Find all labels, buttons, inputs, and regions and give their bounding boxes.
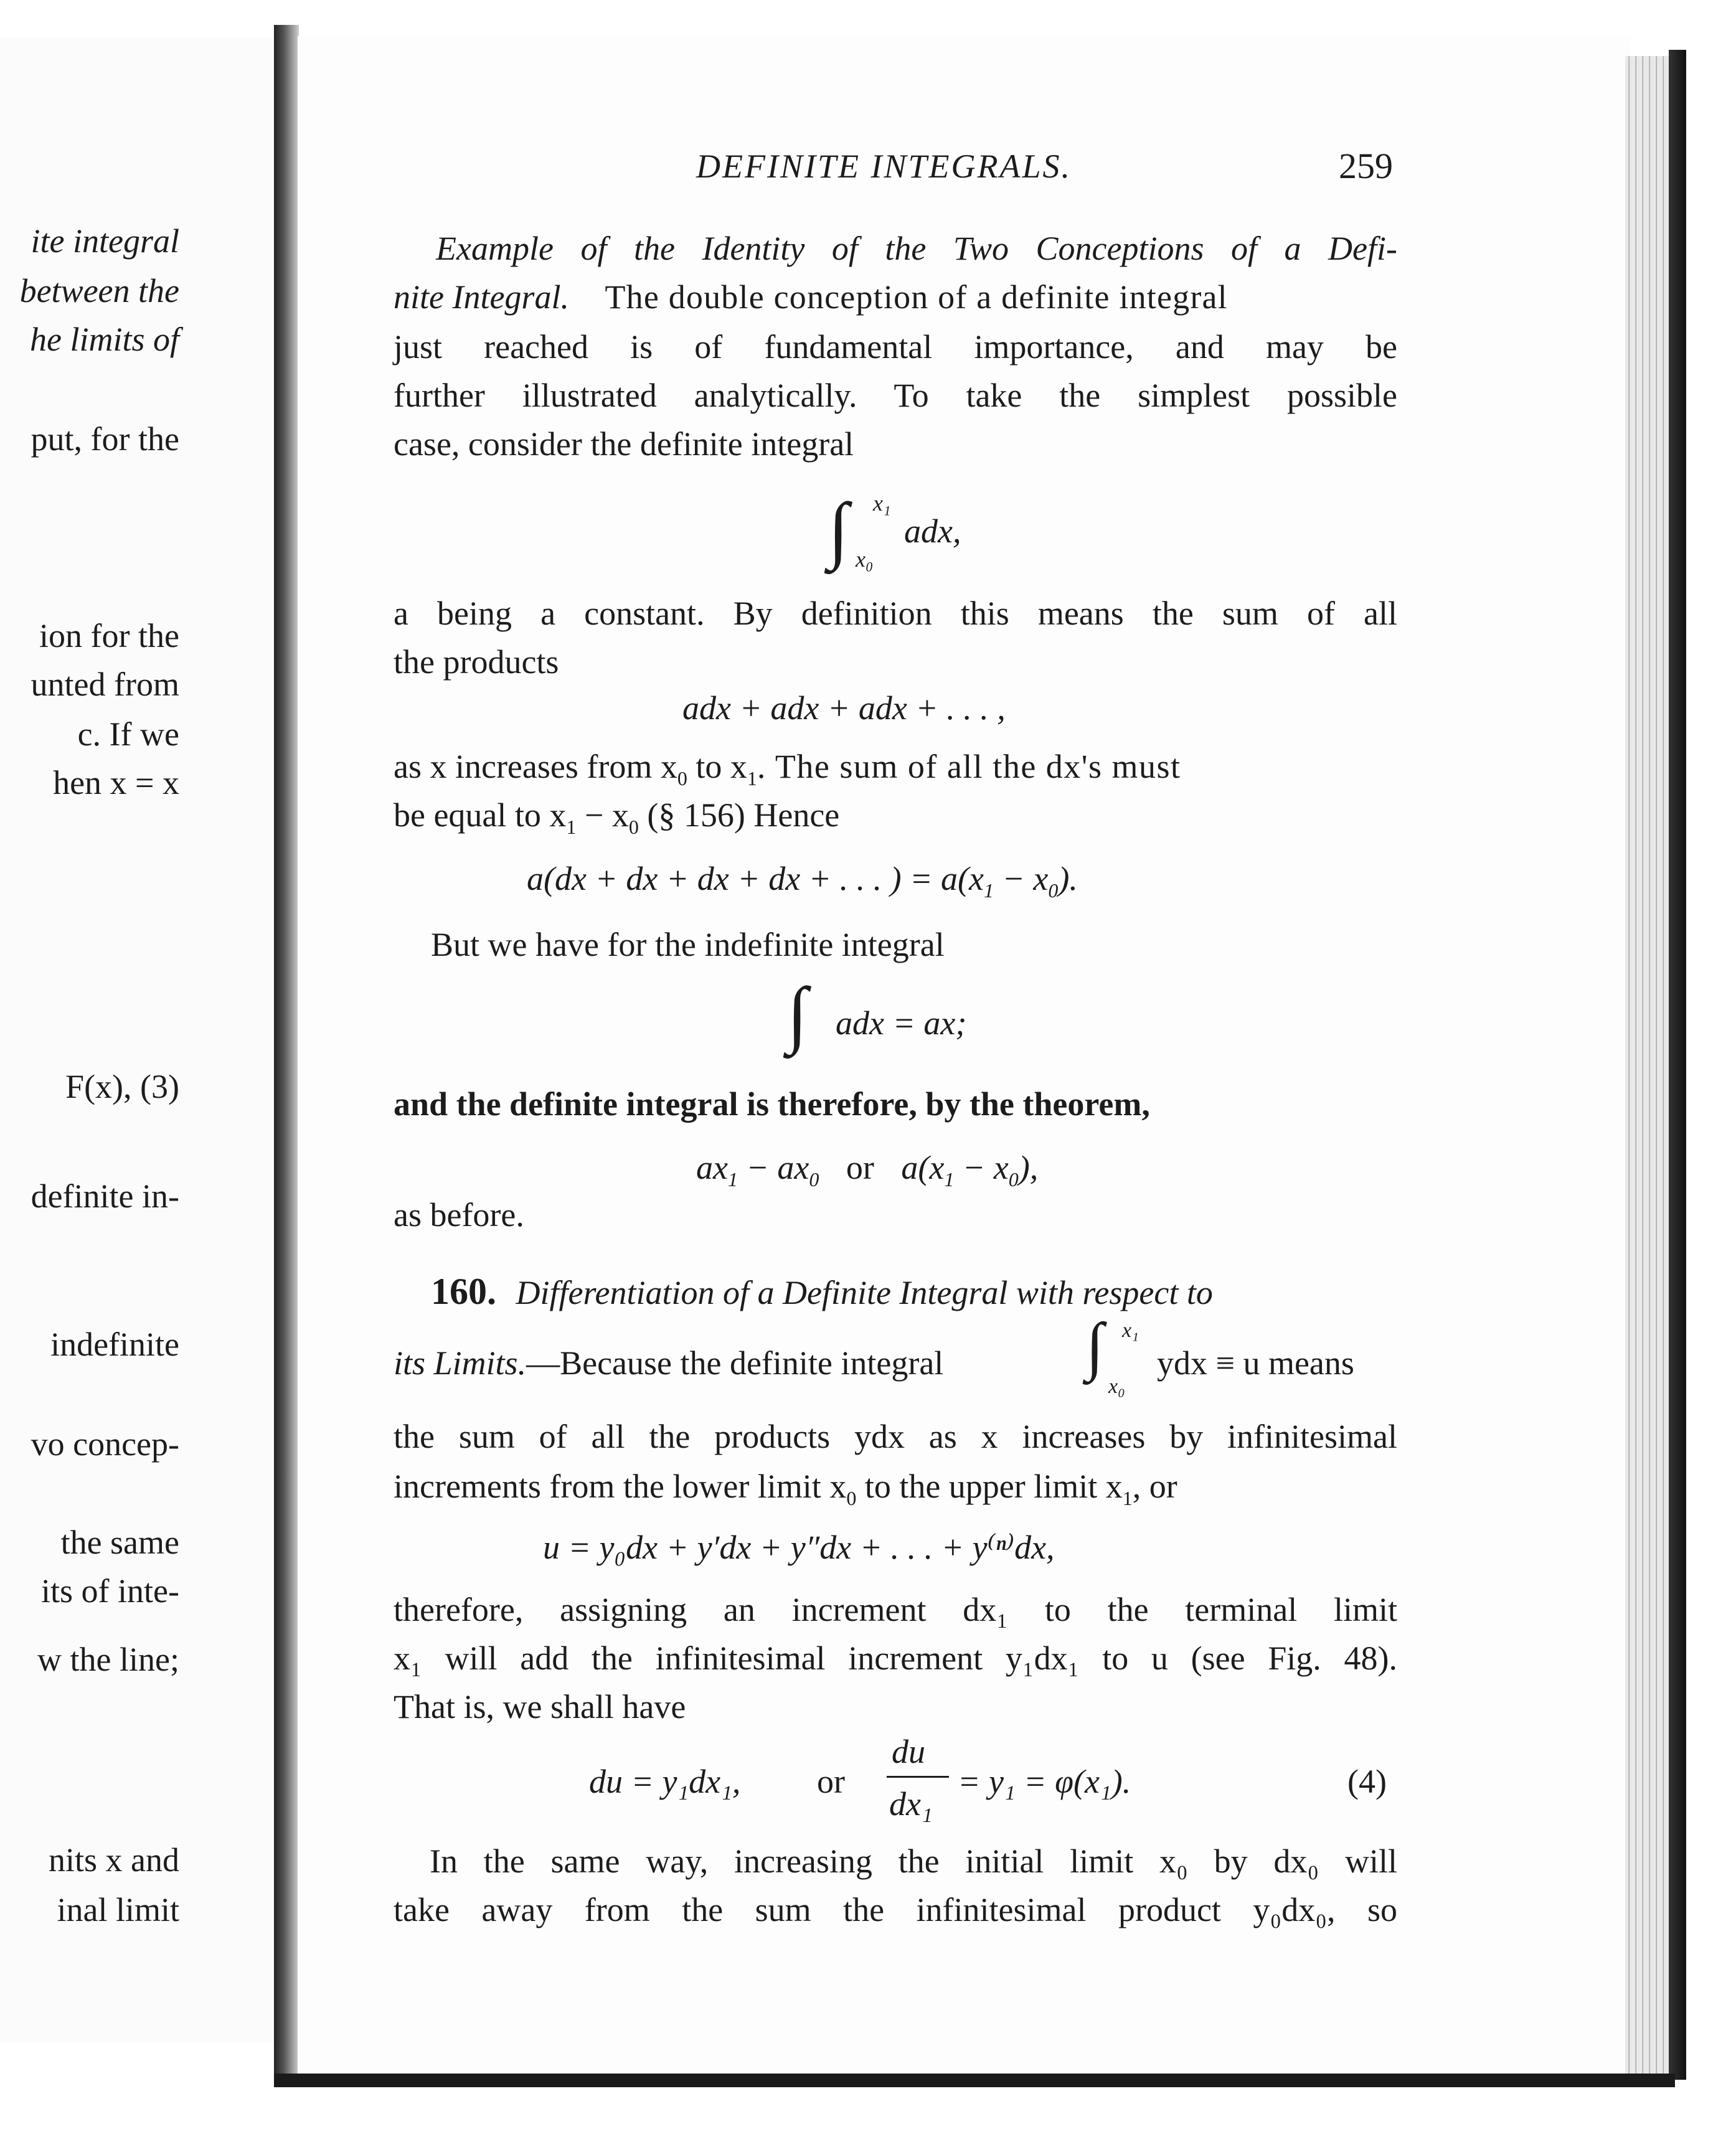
paragraph-line: a being a constant. By definition this means the sum of all	[394, 595, 1397, 632]
upper-limit: x₁	[873, 491, 891, 516]
text: ydx ≡ u means	[1157, 1344, 1354, 1382]
left-line: its of inte-	[41, 1572, 179, 1610]
lower-limit: x₀	[1108, 1375, 1125, 1398]
integral-sign: ∫	[828, 488, 849, 570]
equation-sum-identity	[527, 862, 1078, 900]
left-line: inal limit	[57, 1891, 179, 1928]
left-line: between the	[19, 272, 179, 309]
left-line: vo concep-	[31, 1425, 179, 1463]
fraction-bar	[887, 1776, 949, 1778]
text: The double conception of a definite integral	[605, 278, 1228, 316]
paragraph-line	[394, 798, 839, 837]
upper-limit: x₁	[1122, 1319, 1139, 1342]
fraction-denominator: dx₁	[889, 1785, 933, 1823]
left-line: hen x = x	[53, 764, 179, 801]
equation-expansion: u = y₀dx + y′dx + y″dx + . . . + y⁽ⁿ⁾dx,	[543, 1529, 1055, 1566]
example-heading-end: nite Integral.	[394, 278, 569, 316]
left-line: unted from	[31, 666, 179, 703]
text: ),	[1018, 1149, 1039, 1186]
paragraph-line	[394, 750, 1181, 788]
page-edge-shadow	[1669, 50, 1686, 2080]
text: a(x	[901, 1149, 945, 1186]
left-line: the same	[60, 1524, 179, 1561]
paragraph-line: the sum of all the products ydx as x increases by infinitesimal	[394, 1418, 1397, 1455]
paragraph-line: therefore, assigning an increment dx₁ to the terminal limit	[394, 1591, 1397, 1628]
text: or	[817, 1763, 845, 1800]
integral-sign: ∫	[1086, 1310, 1104, 1382]
left-line: he limits of	[30, 321, 179, 358]
fraction-numerator: du	[892, 1733, 925, 1770]
left-line: indefinite	[50, 1326, 179, 1363]
paragraph-line: the products	[394, 643, 559, 681]
paragraph-line: take away from the sum the infinitesimal product y₀dx₀, so	[394, 1891, 1397, 1928]
subscript: 1	[983, 879, 994, 902]
subscript: 0	[846, 1487, 857, 1509]
text: or	[846, 1149, 874, 1186]
paragraph-line: as before.	[394, 1196, 524, 1234]
subscript: 0	[677, 767, 687, 790]
section-title: Differentiation of a Definite Integral with respect to	[516, 1274, 1213, 1311]
text: = y₁ = φ(x₁).	[958, 1763, 1131, 1800]
paragraph-line: further illustrated analytically. To take the simplest possible	[394, 377, 1397, 414]
equation-result	[696, 1151, 1038, 1189]
text: be equal to x	[394, 796, 567, 834]
left-line: definite in-	[31, 1177, 179, 1215]
text: (§ 156) Hence	[647, 796, 840, 834]
left-line: w the line;	[37, 1641, 179, 1678]
text: as x increases from x	[394, 748, 677, 785]
text: to the upper limit x	[864, 1468, 1123, 1505]
text: —Because the definite integral	[526, 1344, 944, 1382]
page-number: 259	[1339, 146, 1393, 186]
text: − ax	[746, 1149, 809, 1186]
subscript: 0	[1048, 879, 1059, 902]
text: − x	[1002, 860, 1049, 897]
example-heading: Example of the Identity of the Two Conceptions of a Defi-	[436, 230, 1397, 267]
text: increments from the lower limit x	[394, 1468, 847, 1505]
page-edge	[1625, 56, 1669, 2074]
paragraph-line	[394, 1346, 943, 1380]
equation-number: (4)	[1347, 1763, 1387, 1800]
lower-limit: x₀	[856, 547, 874, 572]
paragraph-line	[394, 1470, 1177, 1508]
subscript: 0	[809, 1168, 819, 1191]
subscript: 0	[628, 816, 639, 838]
paragraph-line: x₁ will add the infinitesimal increment y₁dx₁ to u (see Fig. 48).	[394, 1640, 1397, 1677]
left-line: c. If we	[77, 715, 179, 753]
text: to x	[696, 748, 747, 785]
paragraph-line: In the same way, increasing the initial limit x₀ by dx₀ will	[430, 1843, 1397, 1880]
text: du = y₁dx₁,	[589, 1763, 741, 1800]
paragraph-line: That is, we shall have	[394, 1688, 686, 1725]
integrand: adx,	[904, 512, 961, 550]
section-title-end: its Limits.	[394, 1344, 527, 1382]
left-line: F(x), (3)	[65, 1068, 179, 1105]
left-line: ite integral	[31, 222, 179, 260]
bottom-shadow	[274, 2074, 1675, 2087]
text: . The sum of all the dx's must	[757, 748, 1181, 785]
paragraph-line: case, consider the definite integral	[394, 425, 854, 463]
subscript: 1	[1122, 1487, 1133, 1509]
subscript: 1	[727, 1168, 738, 1191]
running-title: DEFINITE INTEGRALS.	[696, 148, 1072, 185]
paragraph-line: and the definite integral is therefore, by the theorem,	[394, 1085, 1150, 1123]
paragraph-line	[394, 280, 1228, 314]
section-number: 160.	[431, 1271, 496, 1312]
equation-sum: adx + adx + adx + . . . ,	[682, 689, 1006, 727]
text: − x	[584, 796, 629, 834]
left-line: put, for the	[31, 420, 179, 458]
subscript: 0	[1008, 1168, 1019, 1191]
paragraph-line: But we have for the indefinite integral	[431, 926, 945, 963]
text: ax	[696, 1149, 728, 1186]
integral-sign: ∫	[787, 972, 808, 1055]
left-line: ion for the	[39, 617, 179, 654]
book-gutter	[274, 25, 299, 2080]
integrand: adx = ax;	[836, 1004, 967, 1042]
subscript: 1	[566, 816, 577, 838]
section-heading	[431, 1273, 1213, 1310]
left-line: nits x and	[49, 1841, 179, 1879]
text: ).	[1058, 860, 1078, 897]
subscript: 1	[747, 767, 757, 790]
text: , or	[1132, 1468, 1177, 1505]
text: a(dx + dx + dx + dx + . . . ) = a(x	[527, 860, 984, 897]
subscript: 1	[944, 1168, 955, 1191]
paragraph-line: just reached is of fundamental importance, and may be	[394, 328, 1397, 366]
text: − x	[962, 1149, 1009, 1186]
